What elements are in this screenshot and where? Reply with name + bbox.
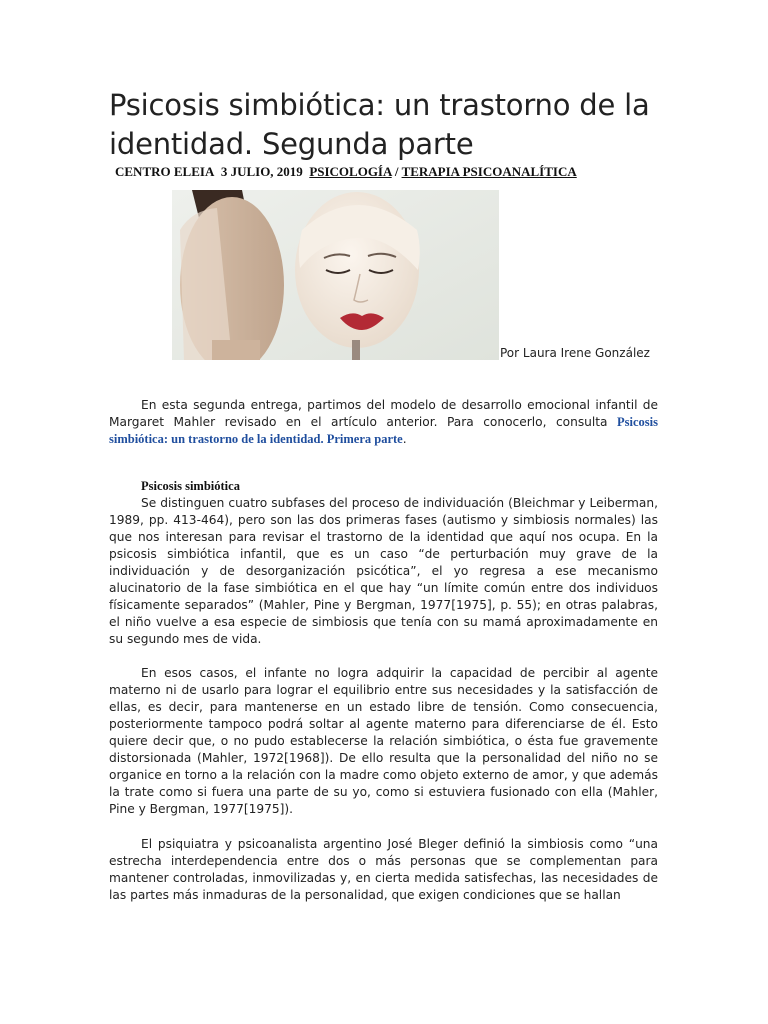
body-paragraph-3 bbox=[109, 836, 658, 904]
category-link-terapia[interactable]: TERAPIA PSICOANALÍTICA bbox=[401, 164, 577, 179]
intro-text: En esta segunda entrega, partimos del modelo de desarrollo emocional infantil de Margaret Mahler revisado en el artículo anterior. Para conocerlo, consulta bbox=[109, 398, 658, 429]
body-paragraph-3-text: El psiquiatra y psicoanalista argentino José Bleger definió la simbiosis como “una estrecha interdependencia entre dos o más personas que se complementan para mantener controladas, inmovilizadas y, en cierta medida satisfechas, las necesidades de las partes más inmaduras de la personalidad, que exigen condiciones que se hallan bbox=[109, 837, 658, 902]
publish-date: 3 JULIO, 2019 bbox=[220, 164, 303, 179]
image-byline: Por Laura Irene González bbox=[500, 346, 650, 360]
body-paragraph-1-text: Se distinguen cuatro subfases del proceso de individuación (Bleichmar y Leiberman, 1989, pp. 413-464), pero son las dos primeras fases (autismo y simbiosis normales) las que nos interesan para revisar el trastorno de la identidad que aquí nos ocupa. En la psicosis simbiótica infantil, que es un caso “de perturbación muy grave de la individuación y de desorganización psicótica”, el yo regresa a ese mecanismo alucinatorio de la fase simbiótica en el que hay “un límite común entre dos individuos físicamente separados” (Mahler, Pine y Bergman, 1977[1975], p. 55); en otras palabras, el niño vuelve a esa especie de simbiosis que tenía con su mamá aproximadamente en su segundo mes de vida. bbox=[109, 496, 658, 646]
section-heading: Psicosis simbiótica bbox=[141, 479, 240, 493]
previous-article-link[interactable]: Psicosis simbiótica: un trastorno de la identidad. Primera parte bbox=[109, 415, 658, 446]
category-separator: / bbox=[394, 164, 399, 179]
body-paragraph-1 bbox=[109, 495, 658, 648]
category-link-psicologia[interactable]: PSICOLOGÍA bbox=[309, 164, 392, 179]
article-image bbox=[172, 190, 499, 360]
intro-end: . bbox=[402, 432, 407, 446]
body-paragraph-2 bbox=[109, 665, 658, 818]
intro-paragraph bbox=[109, 397, 658, 448]
article-title: Psicosis simbiótica: un trastorno de la identidad. Segunda parte bbox=[109, 88, 650, 161]
author-org: CENTRO ELEIA bbox=[115, 164, 215, 179]
body-paragraph-2-text: En esos casos, el infante no logra adquirir la capacidad de percibir al agente materno ni de usarlo para lograr el equilibrio entre sus necesidades y la satisfacción de ellas, es decir, para mantenerse en un estado libre de tensión. Como consecuencia, posteriormente tampoco podrá soltar al agente materno para diferenciarse de él. Esto quiere decir que, o no pudo establecerse la relación simbiótica, o ésta fue gravemente distorsionada (Mahler, 1972[1968]). De ello resulta que la personalidad del niño no se organice en torno a la relación con la madre como objeto externo de amor, y que además la trate como si fuera una parte de su yo, como si estuviera fusionado con ella (Mahler, Pine y Bergman, 1977[1975]). bbox=[109, 666, 658, 816]
article-meta bbox=[115, 164, 675, 180]
mask-portrait-illustration bbox=[172, 190, 499, 360]
